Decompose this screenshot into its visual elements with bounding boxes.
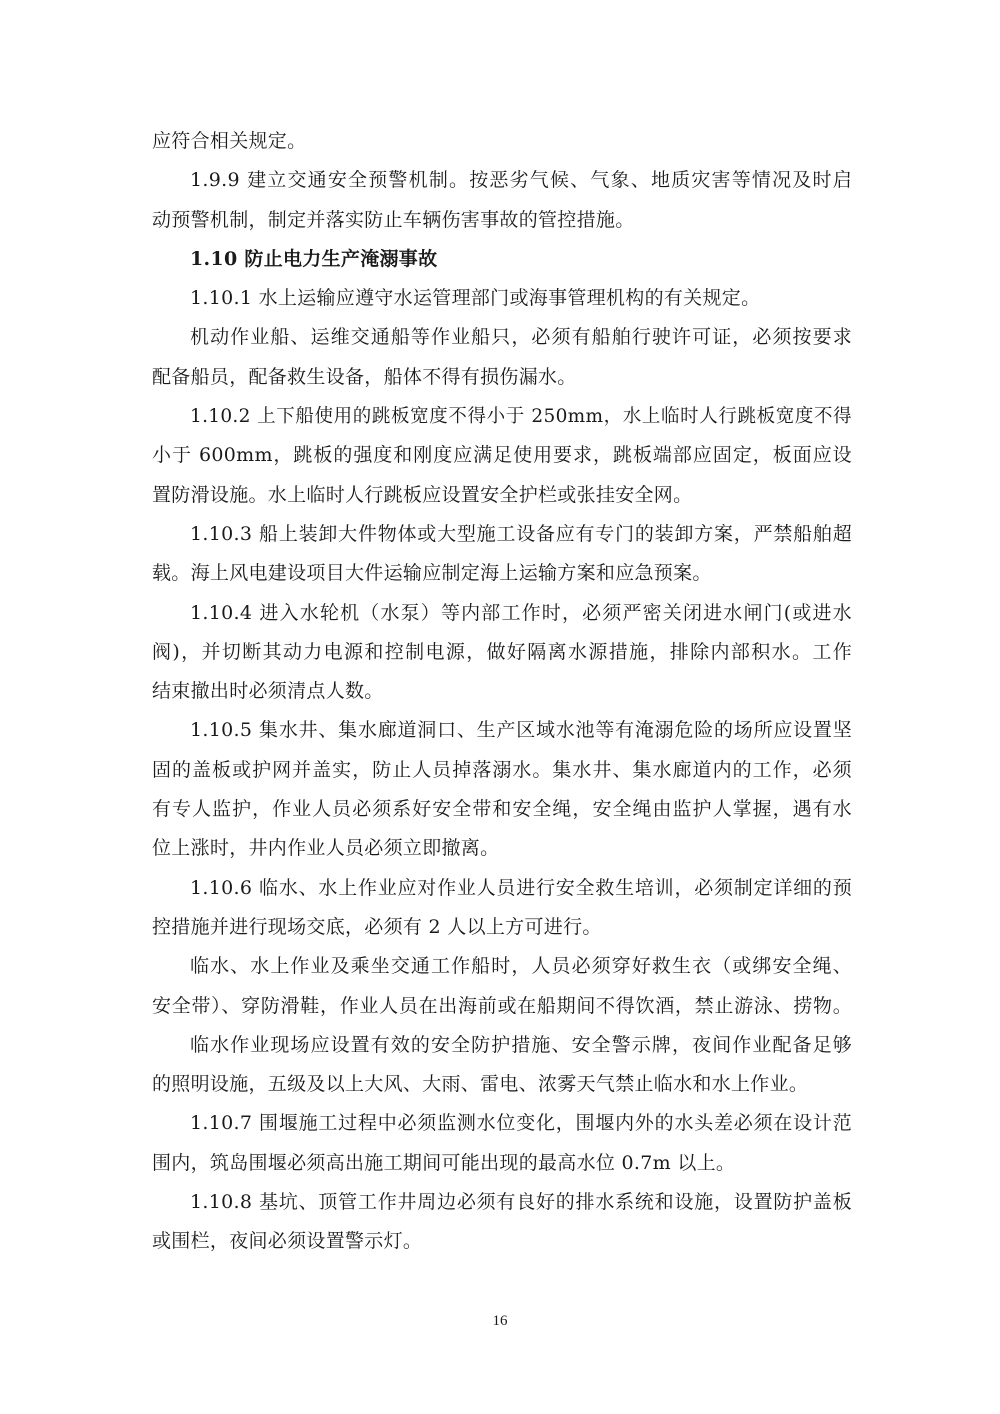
text-line: 临水、水上作业及乘坐交通工作船时，人员必须穿好救生衣（或绑安全绳、 xyxy=(190,955,852,978)
text-line: 结束撤出时必须清点人数。 xyxy=(152,680,384,703)
page-number: 16 xyxy=(492,1313,508,1329)
text-line: 配备船员，配备救生设备，船体不得有损伤漏水。 xyxy=(152,365,577,388)
text-line: 安全带）、穿防滑鞋，作业人员在出海前或在船期间不得饮酒，禁止游泳、捞物。 xyxy=(152,994,852,1017)
text-line: 固的盖板或护网并盖实，防止人员掉落溺水。集水井、集水廊道内的工作，必须 xyxy=(152,758,852,781)
text-line: 1.10.4 进入水轮机（水泵）等内部工作时，必须严密关闭进水闸门(或进水 xyxy=(190,601,852,624)
text-line: 载。海上风电建设项目大件运输应制定海上运输方案和应急预案。 xyxy=(152,562,712,585)
text-line: 机动作业船、运维交通船等作业船只，必须有船舶行驶许可证，必须按要求 xyxy=(190,326,852,349)
text-line: 1.10.6 临水、水上作业应对作业人员进行安全救生培训，必须制定详细的预 xyxy=(190,876,852,899)
text-line: 1.10.5 集水井、集水廊道洞口、生产区域水池等有淹溺危险的场所应设置坚 xyxy=(190,719,852,742)
text-line: 有专人监护，作业人员必须系好安全带和安全绳，安全绳由监护人掌握，遇有水 xyxy=(152,798,852,821)
text-line: 控措施并进行现场交底，必须有 2 人以上方可进行。 xyxy=(152,915,602,938)
section-heading: 1.10 防止电力生产淹溺事故 xyxy=(190,247,438,270)
document-body xyxy=(152,122,852,1262)
text-line: 的照明设施，五级及以上大风、大雨、雷电、浓雾天气禁止临水和水上作业。 xyxy=(152,1073,809,1096)
text-line: 1.10.3 船上装卸大件物体或大型施工设备应有专门的装卸方案，严禁船舶超 xyxy=(190,522,852,545)
text-line: 1.10.2 上下船使用的跳板宽度不得小于 250mm，水上临时人行跳板宽度不得 xyxy=(190,406,852,428)
text-line: 1.10.8 基坑、顶管工作井周边必须有良好的排水系统和设施，设置防护盖板 xyxy=(190,1191,852,1214)
text-line: 动预警机制，制定并落实防止车辆伤害事故的管控措施。 xyxy=(152,208,635,231)
text-line: 临水作业现场应设置有效的安全防护措施、安全警示牌，夜间作业配备足够 xyxy=(190,1033,852,1056)
text-line: 应符合相关规定。 xyxy=(152,130,307,152)
text-line: 1.10.1 水上运输应遵守水运管理部门或海事管理机构的有关规定。 xyxy=(190,287,761,310)
text-line: 围内，筑岛围堰必须高出施工期间可能出现的最高水位 0.7m 以上。 xyxy=(152,1151,736,1174)
text-line: 或围栏，夜间必须设置警示灯。 xyxy=(152,1230,423,1253)
text-line: 位上涨时，井内作业人员必须立即撤离。 xyxy=(152,837,500,860)
text-line: 阀)，并切断其动力电源和控制电源，做好隔离水源措施，排除内部积水。工作 xyxy=(152,640,852,663)
text-line: 置防滑设施。水上临时人行跳板应设置安全护栏或张挂安全网。 xyxy=(152,483,693,506)
text-line: 小于 600mm，跳板的强度和刚度应满足使用要求，跳板端部应固定，板面应设 xyxy=(152,444,852,467)
text-line: 1.10.7 围堰施工过程中必须监测水位变化，围堰内外的水头差必须在设计范 xyxy=(190,1112,852,1135)
text-line: 1.9.9 建立交通安全预警机制。按恶劣气候、气象、地质灾害等情况及时启 xyxy=(190,169,852,192)
